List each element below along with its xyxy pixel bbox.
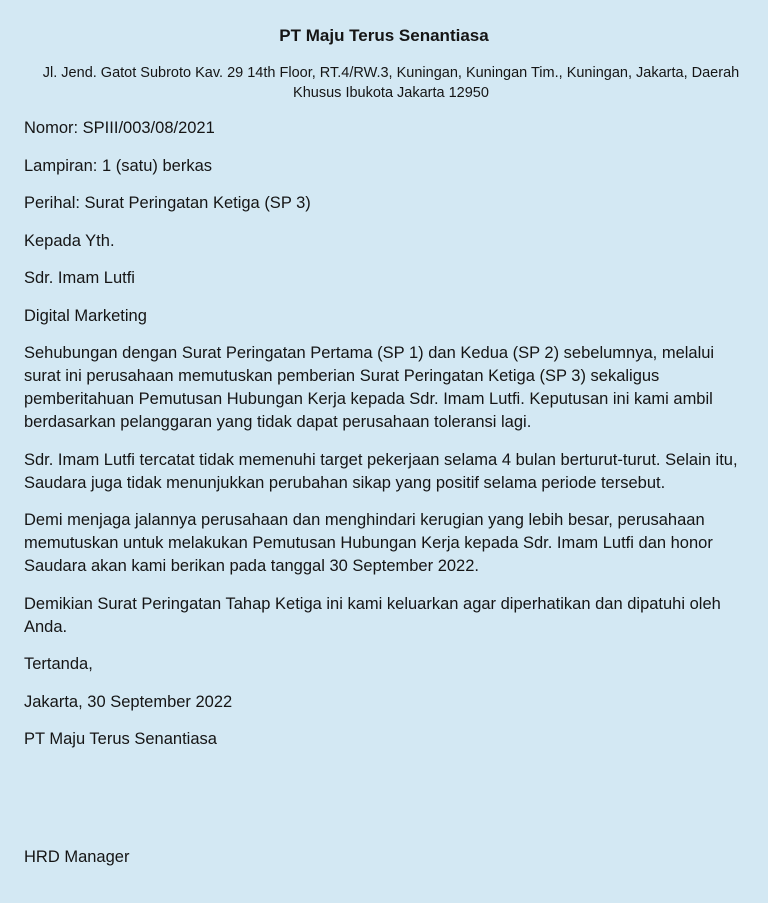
letter-body (24, 117, 754, 766)
closing-place-date: Jakarta, 30 September 2022 (24, 692, 233, 711)
recipient-salutation: Kepada Yth. (24, 231, 115, 250)
company-address: Jl. Jend. Gatot Subroto Kav. 29 14th Floor, RT.4/RW.3, Kuningan, Kuningan Tim., Kuningan, Jakarta, Daerah Khusus Ibukota Jakarta 12950 (42, 65, 740, 101)
body-paragraph-3: Demi menjaga jalannya perusahaan dan menghindari kerugian yang lebih besar, perusahaan memutuskan untuk melakukan Pemutusan Hubungan Kerja kepada Sdr. Imam Lutfi dan honor Saudara akan kami berikan pada tanggal 30 September 2022. (24, 511, 713, 575)
body-paragraph-4: Demikian Surat Peringatan Tahap Ketiga ini kami keluarkan agar diperhatikan dan dipatuhi oleh Anda. (24, 594, 721, 636)
signatory-title: HRD Manager (24, 848, 130, 866)
recipient-name: Sdr. Imam Lutfi (24, 269, 135, 287)
closing-company: PT Maju Terus Senantiasa (24, 730, 217, 748)
closing-tertanda: Tertanda, (24, 655, 93, 673)
company-name-heading: PT Maju Terus Senantiasa (279, 26, 489, 45)
body-paragraph-2: Sdr. Imam Lutfi tercatat tidak memenuhi target pekerjaan selama 4 bulan berturut-turut. Selain itu, Saudara juga tidak menunjukkan perubahan sikap yang positif selama periode tersebut. (24, 450, 738, 492)
body-paragraph-1: Sehubungan dengan Surat Peringatan Pertama (SP 1) dan Kedua (SP 2) sebelumnya, melalui surat ini perusahaan memutuskan pemberian Surat Peringatan Ketiga (SP 3) sekaligus pemberitahuan Pemutusan Hubungan Kerja kepada Sdr. Imam Lutfi. Keputusan ini kami ambil berdasarkan pelanggaran yang tidak dapat perusahaan toleransi lagi. (24, 344, 715, 431)
letter-number: Nomor: SPIII/003/08/2021 (24, 119, 215, 137)
recipient-position: Digital Marketing (24, 306, 147, 325)
attachment-line: Lampiran: 1 (satu) berkas (24, 156, 213, 175)
subject-line: Perihal: Surat Peringatan Ketiga (SP 3) (24, 194, 311, 212)
